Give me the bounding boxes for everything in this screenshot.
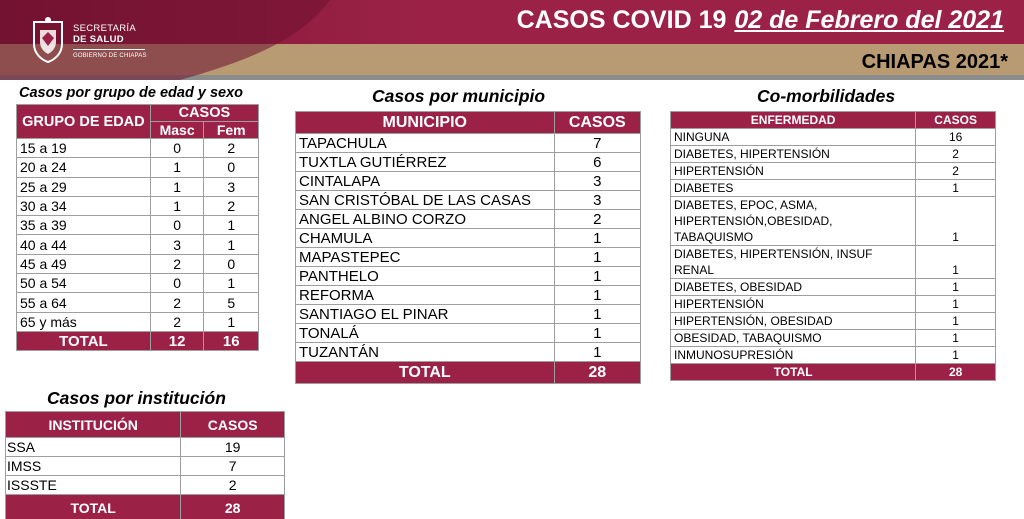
edad-header-fem: Fem — [204, 122, 259, 139]
table-row — [671, 347, 996, 364]
edad-total-masc: 12 — [150, 331, 204, 350]
table-row — [296, 267, 641, 286]
table-row — [671, 279, 996, 296]
edad-fem: 3 — [204, 177, 259, 196]
institucion-header-casos: CASOS — [181, 412, 285, 438]
table-row — [296, 134, 641, 153]
table-row — [17, 139, 259, 158]
comorbilidad-nombre: DIABETES, HIPERTENSIÓN — [671, 146, 916, 163]
edad-grupo: 45 a 49 — [17, 254, 151, 273]
table-row — [671, 330, 996, 347]
table-row — [296, 324, 641, 343]
edad-grupo: 25 a 29 — [17, 177, 151, 196]
table-row — [296, 191, 641, 210]
municipio-section-title: Casos por municipio — [372, 86, 546, 106]
table-row — [17, 158, 259, 177]
comorbilidad-nombre: DIABETES — [671, 180, 916, 197]
table-row — [17, 254, 259, 273]
comorbilidad-nombre: HIPERTENSIÓN — [671, 296, 916, 313]
edad-header-casos: CASOS — [150, 105, 258, 122]
edad-grupo: 50 a 54 — [17, 274, 151, 293]
comorbilidad-casos: 1 — [916, 330, 996, 347]
comorbilidad-nombre: OBESIDAD, TABAQUISMO — [671, 330, 916, 347]
municipio-casos: 1 — [554, 248, 640, 267]
table-row — [17, 274, 259, 293]
edad-masc: 2 — [150, 254, 204, 273]
table-row — [17, 312, 259, 331]
institucion-total-label: TOTAL — [6, 495, 181, 519]
comorbilidad-casos: 1 — [916, 313, 996, 330]
municipio-casos: 3 — [554, 172, 640, 191]
edad-masc: 0 — [150, 139, 204, 158]
comorbilidades-table — [670, 111, 996, 381]
org-name-line2: DE SALUD — [73, 34, 124, 45]
edad-grupo: 35 a 39 — [17, 216, 151, 235]
edad-masc: 0 — [150, 274, 204, 293]
municipio-casos: 1 — [554, 324, 640, 343]
comorbilidades-header-casos: CASOS — [916, 112, 996, 129]
comorbilidad-nombre: DIABETES, HIPERTENSIÓN, INSUF RENAL — [671, 246, 916, 279]
edad-fem: 2 — [204, 139, 259, 158]
table-row — [6, 438, 285, 457]
edad-grupo: 30 a 34 — [17, 196, 151, 215]
edad-total-label: TOTAL — [17, 331, 151, 350]
org-name-line1: SECRETARÍA — [73, 23, 137, 34]
municipio-nombre: CHAMULA — [296, 229, 555, 248]
table-row — [671, 197, 996, 246]
edad-total-fem: 16 — [204, 331, 259, 350]
municipio-casos: 1 — [554, 267, 640, 286]
total-row — [17, 331, 259, 350]
table-row — [296, 343, 641, 362]
comorbilidad-casos: 1 — [916, 347, 996, 364]
table-row — [17, 177, 259, 196]
table-row — [296, 172, 641, 191]
table-row — [671, 180, 996, 197]
municipio-header-nombre: MUNICIPIO — [296, 112, 555, 134]
municipio-header-casos: CASOS — [554, 112, 640, 134]
comorbilidad-casos: 1 — [916, 296, 996, 313]
institucion-header-nombre: INSTITUCIÓN — [6, 412, 181, 438]
edad-masc: 2 — [150, 312, 204, 331]
edad-fem: 0 — [204, 158, 259, 177]
municipio-total-value: 28 — [554, 362, 640, 384]
edad-header-masc: Masc — [150, 122, 204, 139]
edad-fem: 1 — [204, 235, 259, 254]
comorbilidades-section-title: Co-morbilidades — [757, 86, 896, 106]
edad-grupo: 65 y más — [17, 312, 151, 331]
total-row — [6, 495, 285, 519]
org-name-divider — [73, 49, 145, 50]
comorbilidad-casos: 1 — [916, 197, 996, 246]
comorbilidad-nombre: INMUNOSUPRESIÓN — [671, 347, 916, 364]
municipio-nombre: TUXTLA GUTIÉRREZ — [296, 153, 555, 172]
municipio-table — [295, 111, 641, 384]
edad-section-title: Casos por grupo de edad y sexo — [19, 85, 243, 101]
table-row — [17, 235, 259, 254]
municipio-nombre: MAPASTEPEC — [296, 248, 555, 267]
institucion-nombre: ISSSTE — [6, 476, 181, 495]
table-row — [296, 229, 641, 248]
edad-fem: 0 — [204, 254, 259, 273]
org-logo-text — [73, 24, 147, 59]
edad-masc: 1 — [150, 177, 204, 196]
total-row — [671, 364, 996, 381]
institucion-section-title: Casos por institución — [47, 388, 226, 408]
table-row — [671, 313, 996, 330]
municipio-nombre: REFORMA — [296, 286, 555, 305]
municipio-total-label: TOTAL — [296, 362, 555, 384]
table-row — [671, 246, 996, 279]
municipio-casos: 2 — [554, 210, 640, 229]
edad-grupo: 40 a 44 — [17, 235, 151, 254]
municipio-casos: 7 — [554, 134, 640, 153]
edad-fem: 2 — [204, 196, 259, 215]
institucion-nombre: IMSS — [6, 457, 181, 476]
edad-masc: 0 — [150, 216, 204, 235]
edad-table — [16, 104, 259, 351]
table-row — [296, 153, 641, 172]
comorbilidad-casos: 2 — [916, 163, 996, 180]
table-row — [671, 296, 996, 313]
institucion-total-value: 28 — [181, 495, 285, 519]
municipio-casos: 1 — [554, 286, 640, 305]
comorbilidad-casos: 1 — [916, 246, 996, 279]
edad-header-group: GRUPO DE EDAD — [17, 105, 151, 139]
municipio-nombre: ANGEL ALBINO CORZO — [296, 210, 555, 229]
total-row — [296, 362, 641, 384]
comorbilidades-header-enfermedad: ENFERMEDAD — [671, 112, 916, 129]
comorbilidad-nombre: NINGUNA — [671, 129, 916, 146]
municipio-nombre: SAN CRISTÓBAL DE LAS CASAS — [296, 191, 555, 210]
table-row — [17, 216, 259, 235]
comorbilidad-casos: 16 — [916, 129, 996, 146]
institucion-table — [5, 411, 285, 519]
municipio-nombre: TAPACHULA — [296, 134, 555, 153]
institucion-casos: 19 — [181, 438, 285, 457]
comorbilidades-total-value: 28 — [916, 364, 996, 381]
edad-grupo: 55 a 64 — [17, 293, 151, 312]
table-row — [671, 163, 996, 180]
municipio-nombre: TUZANTÁN — [296, 343, 555, 362]
table-row — [671, 146, 996, 163]
municipio-nombre: SANTIAGO EL PINAR — [296, 305, 555, 324]
comorbilidades-total-label: TOTAL — [671, 364, 916, 381]
edad-masc: 1 — [150, 158, 204, 177]
table-row — [6, 457, 285, 476]
comorbilidad-nombre: DIABETES, OBESIDAD — [671, 279, 916, 296]
edad-masc: 3 — [150, 235, 204, 254]
municipio-nombre: PANTHELO — [296, 267, 555, 286]
comorbilidad-casos: 2 — [916, 146, 996, 163]
comorbilidad-nombre: HIPERTENSIÓN, OBESIDAD — [671, 313, 916, 330]
comorbilidad-nombre: DIABETES, EPOC, ASMA, HIPERTENSIÓN,OBESIDAD, TABAQUISMO — [671, 197, 916, 246]
edad-grupo: 20 a 24 — [17, 158, 151, 177]
table-row — [296, 210, 641, 229]
municipio-casos: 3 — [554, 191, 640, 210]
org-name-line3: GOBIERNO DE CHIAPAS — [73, 53, 147, 59]
coat-of-arms-icon — [30, 16, 66, 64]
edad-grupo: 15 a 19 — [17, 139, 151, 158]
municipio-casos: 6 — [554, 153, 640, 172]
table-row — [17, 196, 259, 215]
edad-masc: 2 — [150, 293, 204, 312]
table-row — [296, 305, 641, 324]
edad-fem: 1 — [204, 274, 259, 293]
edad-fem: 1 — [204, 216, 259, 235]
municipio-casos: 1 — [554, 305, 640, 324]
edad-fem: 5 — [204, 293, 259, 312]
table-row — [671, 129, 996, 146]
edad-fem: 1 — [204, 312, 259, 331]
edad-masc: 1 — [150, 196, 204, 215]
comorbilidad-casos: 1 — [916, 279, 996, 296]
institucion-casos: 2 — [181, 476, 285, 495]
page-title — [517, 6, 1004, 35]
municipio-casos: 1 — [554, 229, 640, 248]
municipio-casos: 1 — [554, 343, 640, 362]
institucion-casos: 7 — [181, 457, 285, 476]
report-date: 02 de Febrero del 2021 — [734, 6, 1004, 34]
table-row — [296, 248, 641, 267]
municipio-nombre: TONALÁ — [296, 324, 555, 343]
region-label: CHIAPAS 2021* — [861, 51, 1008, 73]
comorbilidad-nombre: HIPERTENSIÓN — [671, 163, 916, 180]
table-row — [296, 286, 641, 305]
comorbilidad-casos: 1 — [916, 180, 996, 197]
municipio-nombre: CINTALAPA — [296, 172, 555, 191]
institucion-nombre: SSA — [6, 438, 181, 457]
table-row — [6, 476, 285, 495]
title-text: CASOS COVID 19 — [516, 6, 727, 34]
table-row — [17, 293, 259, 312]
